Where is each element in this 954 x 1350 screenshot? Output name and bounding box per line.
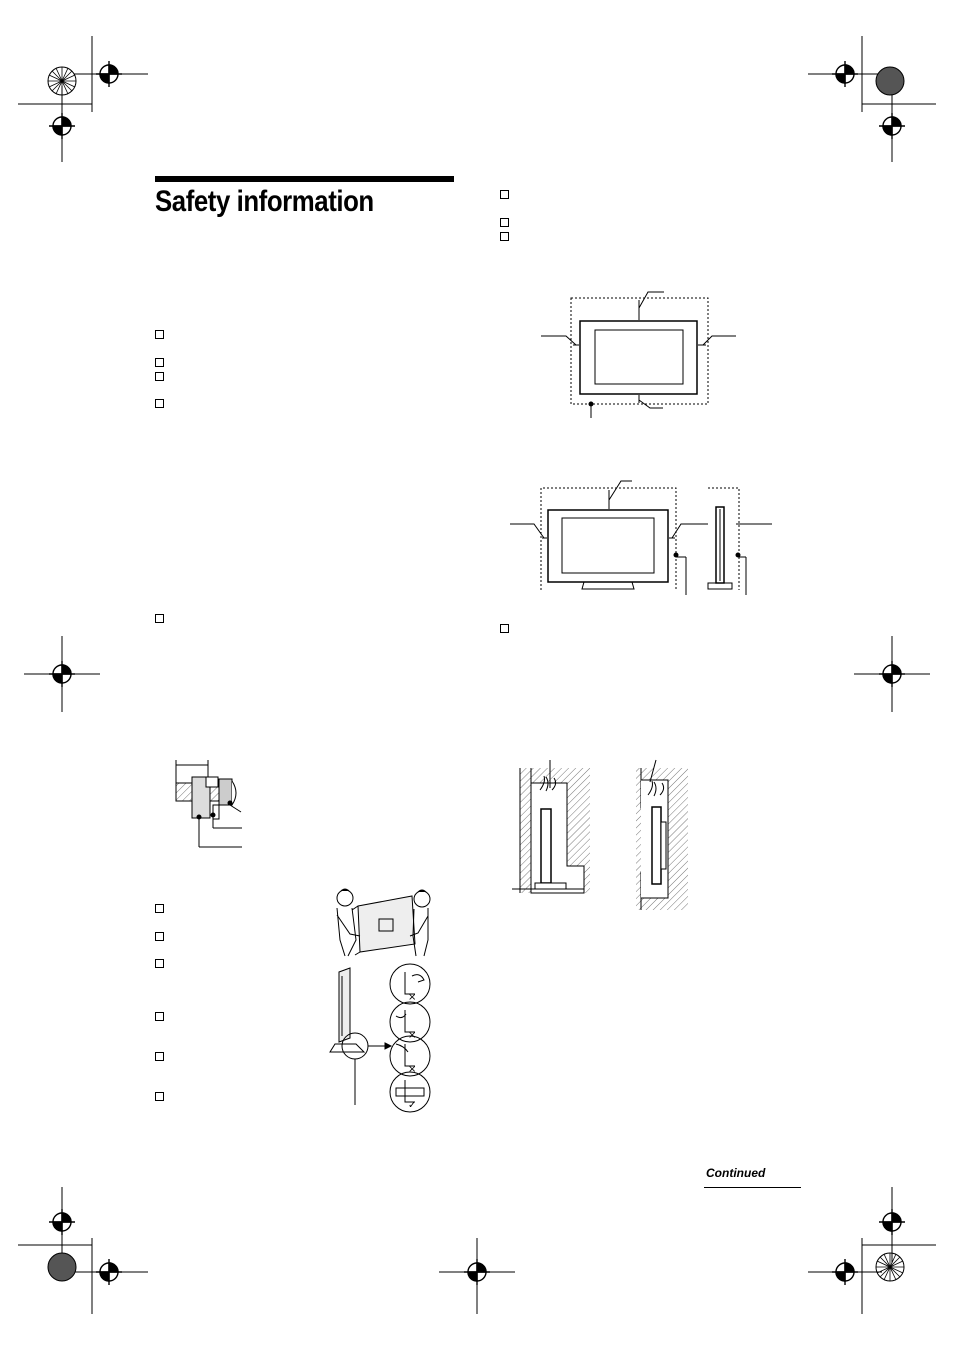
carrying-tv-illustration <box>337 889 430 956</box>
continued-label: Continued <box>706 1166 766 1180</box>
svg-text:×: × <box>408 1064 417 1075</box>
wall-mount-clearance-diagram <box>541 292 736 418</box>
svg-text:×: × <box>408 1030 417 1041</box>
screw-diagram <box>176 760 242 847</box>
stand-clearance-front-diagram <box>510 481 708 595</box>
svg-text:×: × <box>408 992 417 1003</box>
continued-rule <box>704 1187 801 1188</box>
svg-text:✓: ✓ <box>408 1100 417 1111</box>
page-title: Safety information <box>155 185 374 218</box>
stand-clearance-side-diagram <box>708 488 772 595</box>
wall-niche-diagram-stand <box>512 760 590 893</box>
wall-niche-diagram-mount <box>636 760 688 910</box>
tv-handling-illustration <box>330 964 430 1112</box>
